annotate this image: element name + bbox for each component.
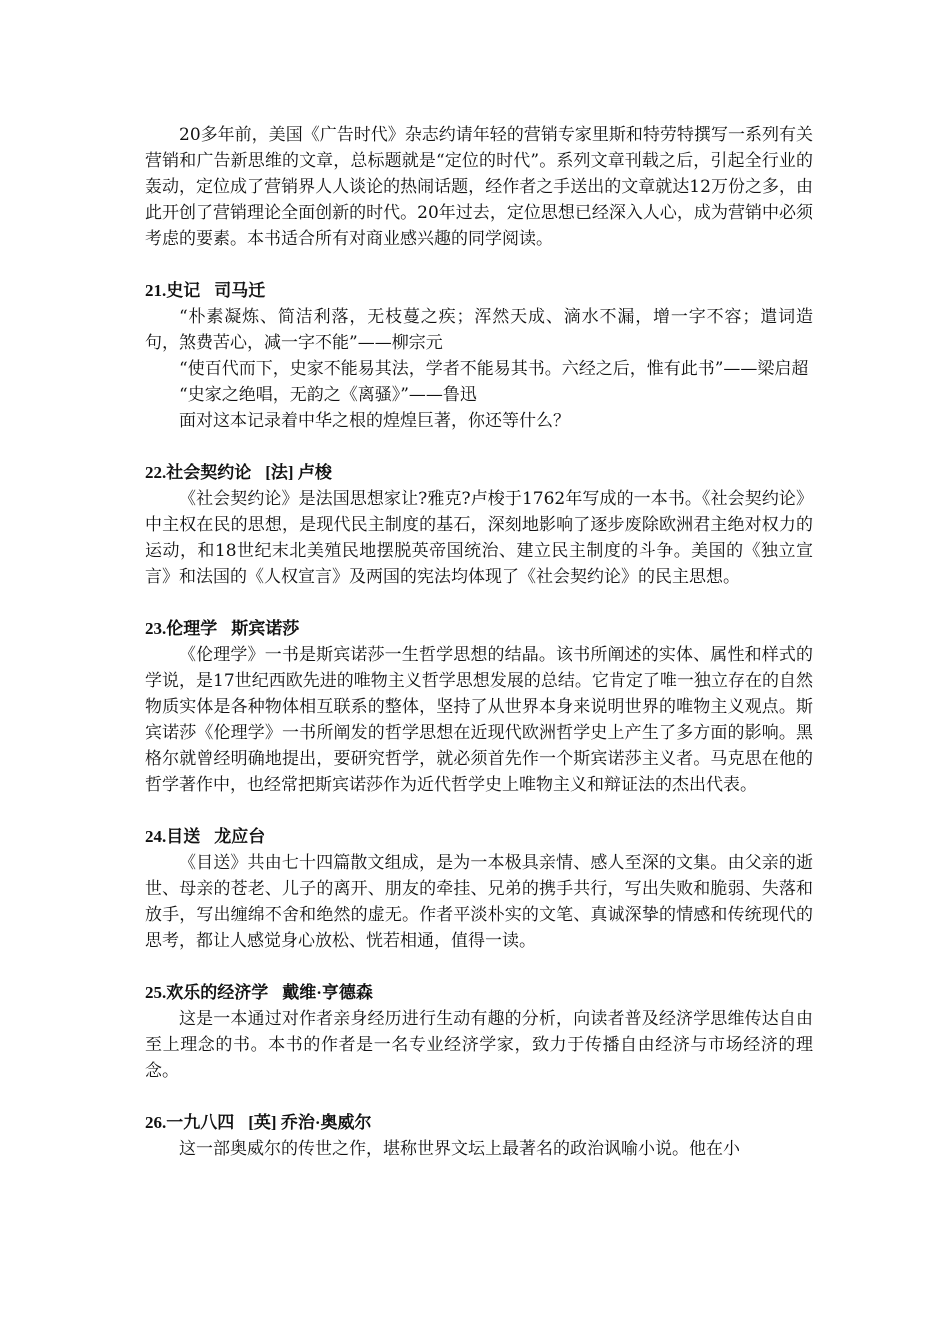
- section-gap: [145, 590, 813, 616]
- book-number: 21.: [145, 281, 167, 300]
- book-author: [英] 乔治·奥威尔: [248, 1113, 372, 1132]
- section-gap: [145, 252, 813, 278]
- section-gap: [145, 954, 813, 980]
- book-paragraph: “使百代而下，史家不能易其法，学者不能易其书。六经之后，惟有此书”——梁启超: [179, 359, 809, 379]
- book-entry-26: [145, 1110, 813, 1162]
- book-author: 龙应台: [214, 827, 266, 846]
- document-page: [145, 122, 813, 1162]
- book-entry-21: [145, 278, 813, 434]
- book-author: [法] 卢梭: [265, 463, 332, 482]
- book-heading: [145, 616, 813, 642]
- book-heading: [145, 824, 813, 850]
- book-author: 斯宾诺莎: [231, 619, 300, 638]
- book-heading: [145, 278, 813, 304]
- book-number: 22.: [145, 463, 167, 482]
- book-entry-24: [145, 824, 813, 954]
- book-number: 23.: [145, 619, 167, 638]
- book-entry-22: [145, 460, 813, 590]
- book-paragraph: 《社会契约论》是法国思想家让?雅克?卢梭于1762年写成的一本书。《社会契约论》中主权在民的思想，是现代民主制度的基石，深刻地影响了逐步废除欧洲君主绝对权力的运动，和18世纪末北美殖民地摆脱英帝国统治、建立民主制度的斗争。美国的《独立宣言》和法国的《人权宣言》及两国的宪法均体现了《社会契约论》的民主思想。: [145, 489, 813, 587]
- book-author: 司马迁: [214, 281, 266, 300]
- book-heading: [145, 460, 813, 486]
- section-gap: [145, 1084, 813, 1110]
- book-heading: [145, 1110, 813, 1136]
- book-title: 伦理学: [166, 619, 218, 638]
- book-paragraph: “朴素凝炼、简洁利落，无枝蔓之疾；浑然天成、滴水不漏，增一字不容；遣词造句，煞费苦心，减一字不能”——柳宗元: [145, 307, 813, 353]
- intro-paragraph: 20多年前，美国《广告时代》杂志约请年轻的营销专家里斯和特劳特撰写一系列有关营销和广告新思维的文章，总标题就是“定位的时代”。系列文章刊载之后，引起全行业的轰动，定位成了营销界人人谈论的热闹话题，经作者之手送出的文章就达12万份之多，由此开创了营销理论全面创新的时代。20年过去，定位思想已经深入人心，成为营销中必须考虑的要素。本书适合所有对商业感兴趣的同学阅读。: [145, 125, 813, 249]
- book-entry-25: [145, 980, 813, 1084]
- book-number: 25.: [145, 983, 167, 1002]
- book-paragraph: 《伦理学》一书是斯宾诺莎一生哲学思想的结晶。该书所阐述的实体、属性和样式的学说，是17世纪西欧先进的唯物主义哲学思想发展的总结。它肯定了唯一独立存在的自然物质实体是各种物体相互联系的整体，坚持了从世界本身来说明世界的唯物主义观点。斯宾诺莎《伦理学》一书所阐发的哲学思想在近现代欧洲哲学史上产生了多方面的影响。黑格尔就曾经明确地提出，要研究哲学，就必须首先作一个斯宾诺莎主义者。马克思在他的哲学著作中，也经常把斯宾诺莎作为近代哲学史上唯物主义和辩证法的杰出代表。: [145, 645, 813, 795]
- book-paragraph: 面对这本记录着中华之根的煌煌巨著，你还等什么？: [179, 411, 570, 431]
- section-gap: [145, 434, 813, 460]
- book-paragraph: “史家之绝唱，无韵之《离骚》”——鲁迅: [179, 385, 477, 405]
- book-title: 欢乐的经济学: [166, 983, 269, 1002]
- book-title: 史记: [166, 281, 201, 300]
- book-entry-23: [145, 616, 813, 798]
- section-gap: [145, 798, 813, 824]
- book-paragraph: 这是一本通过对作者亲身经历进行生动有趣的分析，向读者普及经济学思维传达自由至上理念的书。本书的作者是一名专业经济学家，致力于传播自由经济与市场经济的理念。: [145, 1009, 813, 1081]
- book-author: 戴维·亨德森: [282, 983, 373, 1002]
- book-title: 一九八四: [166, 1113, 235, 1132]
- book-paragraph: 《目送》共由七十四篇散文组成，是为一本极具亲情、感人至深的文集。由父亲的逝世、母亲的苍老、儿子的离开、朋友的牵挂、兄弟的携手共行，写出失败和脆弱、失落和放手，写出缠绵不舍和绝然的虚无。作者平淡朴实的文笔、真诚深挚的情感和传统现代的思考，都让人感觉身心放松、恍若相通，值得一读。: [145, 853, 813, 951]
- book-heading: [145, 980, 813, 1006]
- book-title: 目送: [166, 827, 201, 846]
- book-paragraph: 这一部奥威尔的传世之作，堪称世界文坛上最著名的政治讽喻小说。他在小: [179, 1139, 740, 1159]
- book-number: 24.: [145, 827, 167, 846]
- book-title: 社会契约论: [166, 463, 252, 482]
- book-number: 26.: [145, 1113, 167, 1132]
